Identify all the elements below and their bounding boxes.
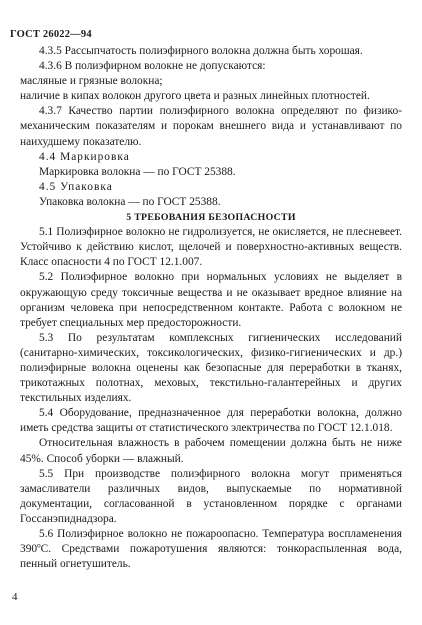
clause-5-1: 5.1 Полиэфирное волокно не гидролизуется, не окисляется, не плесневеет. Устойчиво к действию кислот, щелочей и поверхностно-активных веществ. Класс опасности 4 по ГОСТ 12.1.007. <box>20 226 402 269</box>
section-5-title: 5 ТРЕБОВАНИЯ БЕЗОПАСНОСТИ <box>126 212 296 224</box>
clause-4-4-title: 4.4 Маркировка <box>39 150 130 163</box>
clause-5-4-humidity: Относительная влажность в рабочем помещении должна быть не ниже 45%. Способ уборки — влажный. <box>20 437 402 465</box>
clause-4-5-title: 4.5 Упаковка <box>39 180 113 193</box>
clause-4-3-7: 4.3.7 Качество партии полиэфирного волокна определяют по физико-механическим показателям и порокам внешнего вида и устанавливают по наихудшему показателю. <box>20 105 402 148</box>
clause-4-5-text: Упаковка волокна — по ГОСТ 25388. <box>39 195 221 208</box>
document-code-header: ГОСТ 26022—94 <box>10 29 92 40</box>
clause-4-3-5: 4.3.5 Рассыпчатость полиэфирного волокна должна быть хорошая. <box>39 45 363 57</box>
clause-4-3-6-item-b: наличие в кипах волокон другого цвета и разных линейных плотностей. <box>20 90 370 103</box>
clause-4-3-6-item-a: масляные и грязные волокна; <box>20 75 163 88</box>
clause-5-6: 5.6 Полиэфирное волокно не пожароопасно. Температура воспламенения 390ºС. Средствами пожаротушения являются: тонкораспыленная вода, пенный огнетушитель. <box>20 528 402 571</box>
clause-4-4-text: Маркировка волокна — по ГОСТ 25388. <box>39 165 236 178</box>
clause-5-4: 5.4 Оборудование, предназначенное для переработки волокна, должно иметь средства защиты от статистического электричества по ГОСТ 12.1.018. <box>20 407 402 435</box>
clause-4-3-6: 4.3.6 В полиэфирном волокне не допускаются: <box>39 60 266 73</box>
clause-5-3: 5.3 По результатам комплексных гигиенических исследований (санитарно-химических, токсикологических, физико-гигиенических и др.) полиэфирные волокна оценены как безопасные для переработки в тканях, трикотажных полотнах, меховых, текстильно-галантерейных и других текстильных изделиях. <box>20 331 402 405</box>
clause-5-2: 5.2 Полиэфирное волокно при нормальных условиях не выделяет в окружающую среду токсичные вещества и не оказывает вредное влияние на организм человека при непосредственном контакте. Работа с волокном не требует специальных мер предосторожности. <box>20 271 402 329</box>
page-number: 4 <box>12 591 18 603</box>
clause-5-5: 5.5 При производстве полиэфирного волокна могут применяться замасливатели различных видов, выпускаемые по нормативной документации, согласованной в установленном порядке с органами Госсанэпиднадзора. <box>20 467 402 525</box>
document-body <box>20 44 402 572</box>
